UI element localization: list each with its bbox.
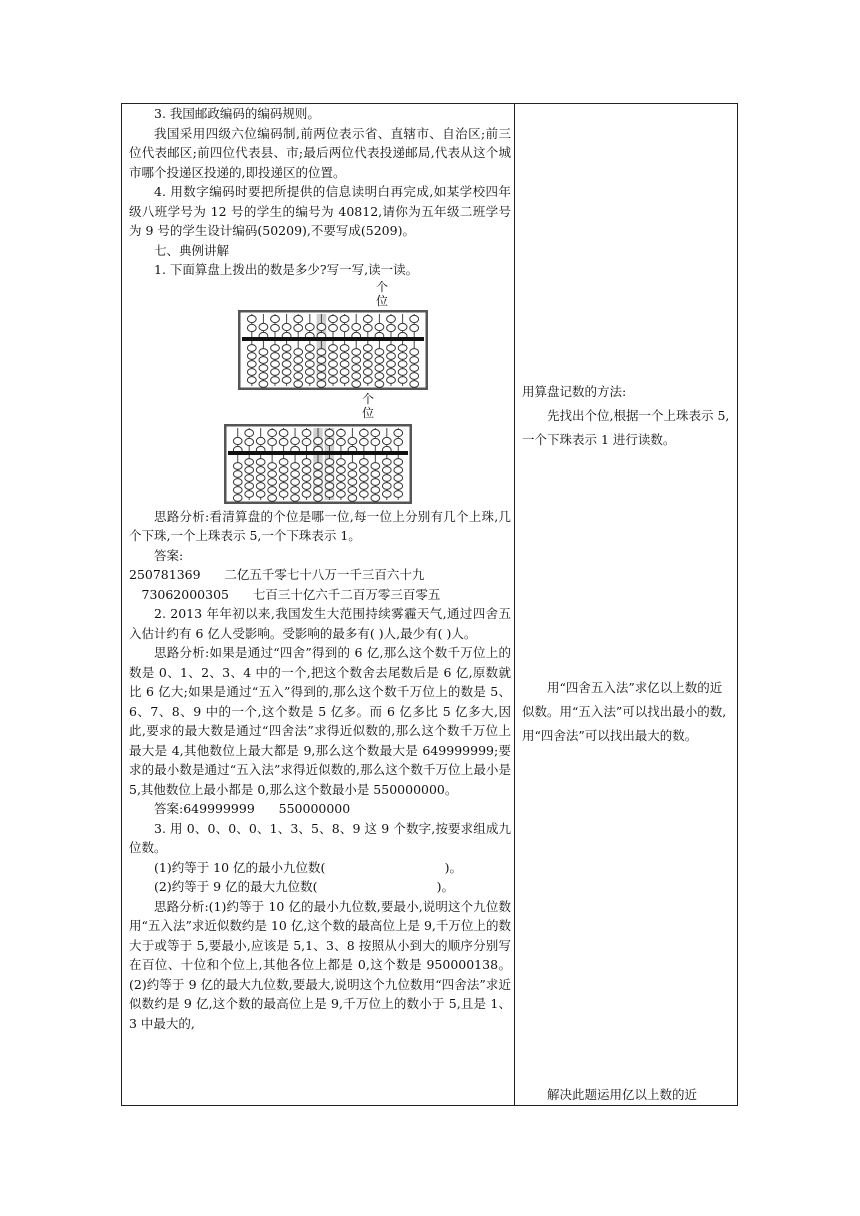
lower-bead: [233, 486, 242, 493]
side-note-3: [522, 1083, 732, 1107]
lower-bead: [271, 368, 280, 375]
lower-bead: [314, 486, 323, 493]
lower-bead: [371, 470, 380, 477]
lower-bead: [352, 372, 361, 379]
lower-bead: [302, 474, 311, 481]
side-note-1-title: 用算盘记数的方法:: [522, 384, 627, 399]
lower-bead: [302, 458, 311, 465]
lower-bead: [268, 494, 277, 501]
lower-bead: [245, 466, 254, 473]
lower-bead: [259, 372, 268, 379]
lower-bead: [291, 462, 300, 469]
upper-bead: [394, 429, 403, 436]
upper-bead: [363, 315, 372, 322]
lower-bead: [317, 364, 326, 371]
lower-bead: [314, 470, 323, 477]
lower-bead: [317, 356, 326, 363]
side-note-3-body: 解决此题运用亿以上数的近: [547, 1087, 698, 1102]
lower-bead: [375, 380, 384, 387]
lower-bead: [291, 470, 300, 477]
lower-bead: [291, 486, 300, 493]
lower-bead: [382, 458, 391, 465]
lower-bead: [352, 364, 361, 371]
upper-bead: [294, 315, 303, 322]
lower-bead: [305, 344, 314, 351]
lower-bead: [268, 478, 277, 485]
lower-bead: [282, 344, 291, 351]
lower-bead: [363, 360, 372, 367]
lower-bead: [314, 478, 323, 485]
lower-bead: [352, 356, 361, 363]
lower-bead: [256, 482, 265, 489]
lower-bead: [302, 490, 311, 497]
point-4: 4. 用数字编码时要把所提供的信息读明白再完成,如某学校四年级八班学号为 12 号的学生的编号为 40812,请你为五年级二班学号为 9 号的学生设计编码(50209),不要写成(5209)。: [129, 184, 511, 238]
upper-bead: [294, 324, 303, 331]
lower-bead: [352, 348, 361, 355]
lower-bead: [337, 466, 346, 473]
lower-bead: [375, 356, 384, 363]
lower-bead: [271, 344, 280, 351]
lower-bead: [271, 376, 280, 383]
lower-bead: [375, 364, 384, 371]
upper-bead: [340, 315, 349, 322]
upper-bead: [291, 437, 300, 444]
lower-bead: [259, 348, 268, 355]
upper-bead: [352, 323, 361, 330]
lower-bead: [387, 360, 396, 367]
lower-bead: [363, 352, 372, 359]
upper-bead: [382, 437, 391, 444]
lower-bead: [247, 352, 256, 359]
lower-bead: [387, 352, 396, 359]
lower-bead: [348, 494, 357, 501]
lower-bead: [268, 462, 277, 469]
answer-1-line-2: 73062000305 七百三十亿六千二百万零三百零五: [141, 586, 441, 602]
lower-bead: [340, 368, 349, 375]
lower-bead: [360, 466, 369, 473]
lower-bead: [247, 376, 256, 383]
question-2: 2. 2013 年年初以来,我国发生大范围持续雾霾天气,通过四舍五入估计约有 6 亿人受影响。受影响的最多有( )人,最少有( )人。: [129, 606, 511, 641]
lower-bead: [410, 364, 419, 371]
lower-bead: [279, 490, 288, 497]
lower-bead: [348, 478, 357, 485]
upper-bead: [279, 438, 288, 445]
lower-bead: [314, 494, 323, 501]
upper-bead: [268, 438, 277, 445]
lower-bead: [360, 458, 369, 465]
lower-bead: [256, 466, 265, 473]
lower-bead: [394, 482, 403, 489]
lower-bead: [245, 474, 254, 481]
lower-bead: [360, 474, 369, 481]
lower-bead: [329, 344, 338, 351]
lower-bead: [317, 380, 326, 387]
upper-bead: [268, 429, 277, 436]
question-1: 1. 下面算盘上拨出的数是多少?写一写,读一读。: [154, 262, 419, 277]
answer-label: 答案:: [154, 547, 184, 563]
lower-bead: [314, 462, 323, 469]
upper-bead: [302, 438, 311, 445]
upper-bead: [245, 438, 254, 445]
lower-bead: [387, 376, 396, 383]
upper-bead: [348, 437, 357, 444]
upper-bead: [271, 324, 280, 331]
upper-bead: [398, 323, 407, 330]
lower-bead: [398, 368, 407, 375]
postcode-rule: 我国采用四级六位编码制,前两位表示省、直辖市、自治区;前三位代表邮区;前四位代表县、市;最后两位代表投递邮局,代表从这个城市哪个投递区投递的,即投递区的位置。: [129, 125, 511, 180]
lower-bead: [317, 348, 326, 355]
upper-bead: [394, 438, 403, 445]
lower-bead: [348, 470, 357, 477]
upper-bead: [375, 323, 384, 330]
upper-bead: [256, 437, 265, 444]
lower-bead: [233, 470, 242, 477]
lower-bead: [302, 482, 311, 489]
lower-bead: [329, 360, 338, 367]
lower-bead: [337, 482, 346, 489]
lower-bead: [279, 474, 288, 481]
lower-bead: [279, 466, 288, 473]
lower-bead: [329, 352, 338, 359]
lower-bead: [340, 376, 349, 383]
lower-bead: [325, 482, 334, 489]
lower-bead: [291, 478, 300, 485]
upper-bead: [259, 323, 268, 330]
lower-bead: [363, 368, 372, 375]
lower-bead: [340, 360, 349, 367]
lower-bead: [268, 486, 277, 493]
lower-bead: [410, 356, 419, 363]
abacus-beam: [228, 451, 408, 455]
column-divider: [514, 103, 515, 1106]
lower-bead: [256, 474, 265, 481]
upper-bead: [317, 323, 326, 330]
lower-bead: [325, 490, 334, 497]
abacus-2: [224, 424, 412, 504]
lower-bead: [259, 364, 268, 371]
lower-bead: [233, 462, 242, 469]
lower-bead: [398, 360, 407, 367]
lower-bead: [233, 494, 242, 501]
upper-bead: [279, 429, 288, 436]
lower-bead: [305, 368, 314, 375]
upper-bead: [337, 429, 346, 436]
lower-bead: [282, 376, 291, 383]
lower-bead: [233, 478, 242, 485]
lower-bead: [294, 380, 303, 387]
lower-bead: [398, 344, 407, 351]
lower-bead: [382, 474, 391, 481]
upper-bead: [360, 429, 369, 436]
lower-bead: [282, 368, 291, 375]
lower-bead: [375, 372, 384, 379]
lower-bead: [337, 474, 346, 481]
lower-bead: [282, 352, 291, 359]
side-note-1: [522, 380, 732, 452]
lower-bead: [410, 372, 419, 379]
lower-bead: [294, 364, 303, 371]
lower-bead: [325, 466, 334, 473]
side-note-2: [522, 676, 732, 748]
lower-bead: [247, 344, 256, 351]
lower-bead: [360, 482, 369, 489]
lower-bead: [337, 490, 346, 497]
upper-bead: [305, 323, 314, 330]
lower-bead: [382, 466, 391, 473]
lower-bead: [348, 462, 357, 469]
lower-bead: [259, 356, 268, 363]
upper-bead: [371, 429, 380, 436]
lower-bead: [325, 474, 334, 481]
lower-bead: [394, 490, 403, 497]
lower-bead: [271, 360, 280, 367]
lower-bead: [382, 482, 391, 489]
answer-2: 答案:649999999 550000000: [154, 801, 351, 816]
abacus-beam: [242, 337, 424, 341]
side-note-1-body: 先找出个位,根据一个上珠表示 5,一个下珠表示 1 进行读数。: [522, 408, 730, 447]
lower-bead: [340, 352, 349, 359]
lower-bead: [394, 466, 403, 473]
lower-bead: [371, 462, 380, 469]
lower-bead: [279, 482, 288, 489]
abacus-2-units-label: 个位: [361, 391, 374, 420]
analysis-1: 思路分析:看清算盘的个位是哪一位,每一位上分别有几个上珠,几个下珠,一个上珠表示 5,一个下珠表示 1。: [129, 508, 511, 543]
lower-bead: [329, 376, 338, 383]
abacus-1-units-label: 个位: [375, 279, 388, 308]
lower-bead: [247, 360, 256, 367]
lower-bead: [279, 458, 288, 465]
abacus-figure-2: [129, 390, 511, 507]
lower-bead: [305, 360, 314, 367]
upper-bead: [325, 438, 334, 445]
upper-bead: [387, 324, 396, 331]
main-column: [129, 104, 511, 1033]
side-note-2-body: 用“四舍五入法”求亿以上数的近似数。用“五入法”可以找出最小的数,用“四舍法”可以找出最大的数。: [522, 680, 727, 743]
upper-bead: [371, 438, 380, 445]
lower-bead: [387, 344, 396, 351]
question-3: 3. 用 0、0、0、0、1、3、5、8、9 这 9 个数字,按要求组成九位数。: [129, 820, 511, 855]
lower-bead: [294, 348, 303, 355]
lower-bead: [375, 348, 384, 355]
lower-bead: [325, 458, 334, 465]
upper-bead: [387, 315, 396, 322]
analysis-2: 思路分析:如果是通过“四舍”得到的 6 亿,那么这个数千万位上的数是 0、1、2、3、4 中的一个,把这个数舍去尾数后是 6 亿,原数就比 6 亿大;如果是通过“五入”得到的,那么这个数千万位上的数是 5、6、7、8、9 中的一个,这个数是 5 亿多。而 6 亿多比 5 亿多大,因此,要求的最大数是通过“四舍法”求得近似数的,那么这个数千万位上最大是 4,其他数位上最大都是 9,那么这个数最大是 649999999;要求的最小数是通过“五入法”求得近似数的,那么这个数千万位上最小是 5,其他数位上最小都是 0,那么这个数最小是 550000000。: [129, 645, 511, 797]
lower-bead: [360, 490, 369, 497]
upper-bead: [360, 438, 369, 445]
lower-bead: [371, 478, 380, 485]
lower-bead: [329, 368, 338, 375]
lower-bead: [398, 352, 407, 359]
upper-bead: [363, 324, 372, 331]
lower-bead: [271, 352, 280, 359]
abacus-1: [238, 310, 428, 390]
lower-bead: [410, 348, 419, 355]
lower-bead: [245, 482, 254, 489]
lower-bead: [371, 494, 380, 501]
lower-bead: [256, 490, 265, 497]
analysis-3: 思路分析:(1)约等于 10 亿的最小九位数,要最小,说明这个九位数用“五入法”求近似数约是 10 亿,这个数的最高位上是 9,千万位上的数大于或等于 5,要最小,应该是 5,1、3、8 按照从小到大的顺序分别写在百位、十位和个位上,其他各位上都是 0,这个数是 950000138。(2)约等于 9 亿的最大九位数,要最大,说明这个九位数用“四舍法”求近似数约是 9 亿,这个数的最高位上是 9,千万位上的数小于 5,且是 1、3 中最大的,: [129, 898, 511, 1031]
lower-bead: [256, 458, 265, 465]
section-heading: 七、典例讲解: [154, 242, 230, 258]
upper-bead: [233, 437, 242, 444]
lower-bead: [363, 376, 372, 383]
upper-bead: [329, 315, 338, 322]
upper-bead: [302, 429, 311, 436]
question-3a: (1)约等于 10 亿的最小九位数( )。: [154, 859, 463, 875]
lower-bead: [294, 372, 303, 379]
lower-bead: [387, 368, 396, 375]
lower-bead: [382, 490, 391, 497]
lower-bead: [337, 458, 346, 465]
upper-bead: [245, 429, 254, 436]
answer-1-line-1: 250781369 二亿五千零七十八万一千三百六十九: [129, 567, 425, 582]
lower-bead: [371, 486, 380, 493]
upper-bead: [410, 315, 419, 322]
upper-bead: [271, 315, 280, 322]
upper-bead: [340, 324, 349, 331]
lower-bead: [245, 458, 254, 465]
lower-bead: [340, 344, 349, 351]
lower-bead: [348, 486, 357, 493]
lower-bead: [305, 376, 314, 383]
upper-bead: [282, 323, 291, 330]
lower-bead: [291, 494, 300, 501]
lower-bead: [317, 372, 326, 379]
lower-bead: [352, 380, 361, 387]
point-3: 3. 我国邮政编码的编码规则。: [154, 106, 320, 121]
lower-bead: [245, 490, 254, 497]
upper-bead: [329, 324, 338, 331]
lower-bead: [410, 380, 419, 387]
upper-bead: [325, 429, 334, 436]
lower-bead: [305, 352, 314, 359]
lower-bead: [363, 344, 372, 351]
lower-bead: [394, 474, 403, 481]
upper-bead: [314, 437, 323, 444]
lower-bead: [268, 470, 277, 477]
question-3b: (2)约等于 9 亿的最大九位数( )。: [154, 879, 455, 894]
lower-bead: [259, 380, 268, 387]
upper-bead: [247, 324, 256, 331]
upper-bead: [410, 324, 419, 331]
lower-bead: [294, 356, 303, 363]
lower-bead: [302, 466, 311, 473]
lower-bead: [394, 458, 403, 465]
upper-bead: [337, 438, 346, 445]
lower-bead: [282, 360, 291, 367]
lower-bead: [247, 368, 256, 375]
abacus-figure-1: [129, 280, 511, 390]
lower-bead: [398, 376, 407, 383]
upper-bead: [247, 315, 256, 322]
